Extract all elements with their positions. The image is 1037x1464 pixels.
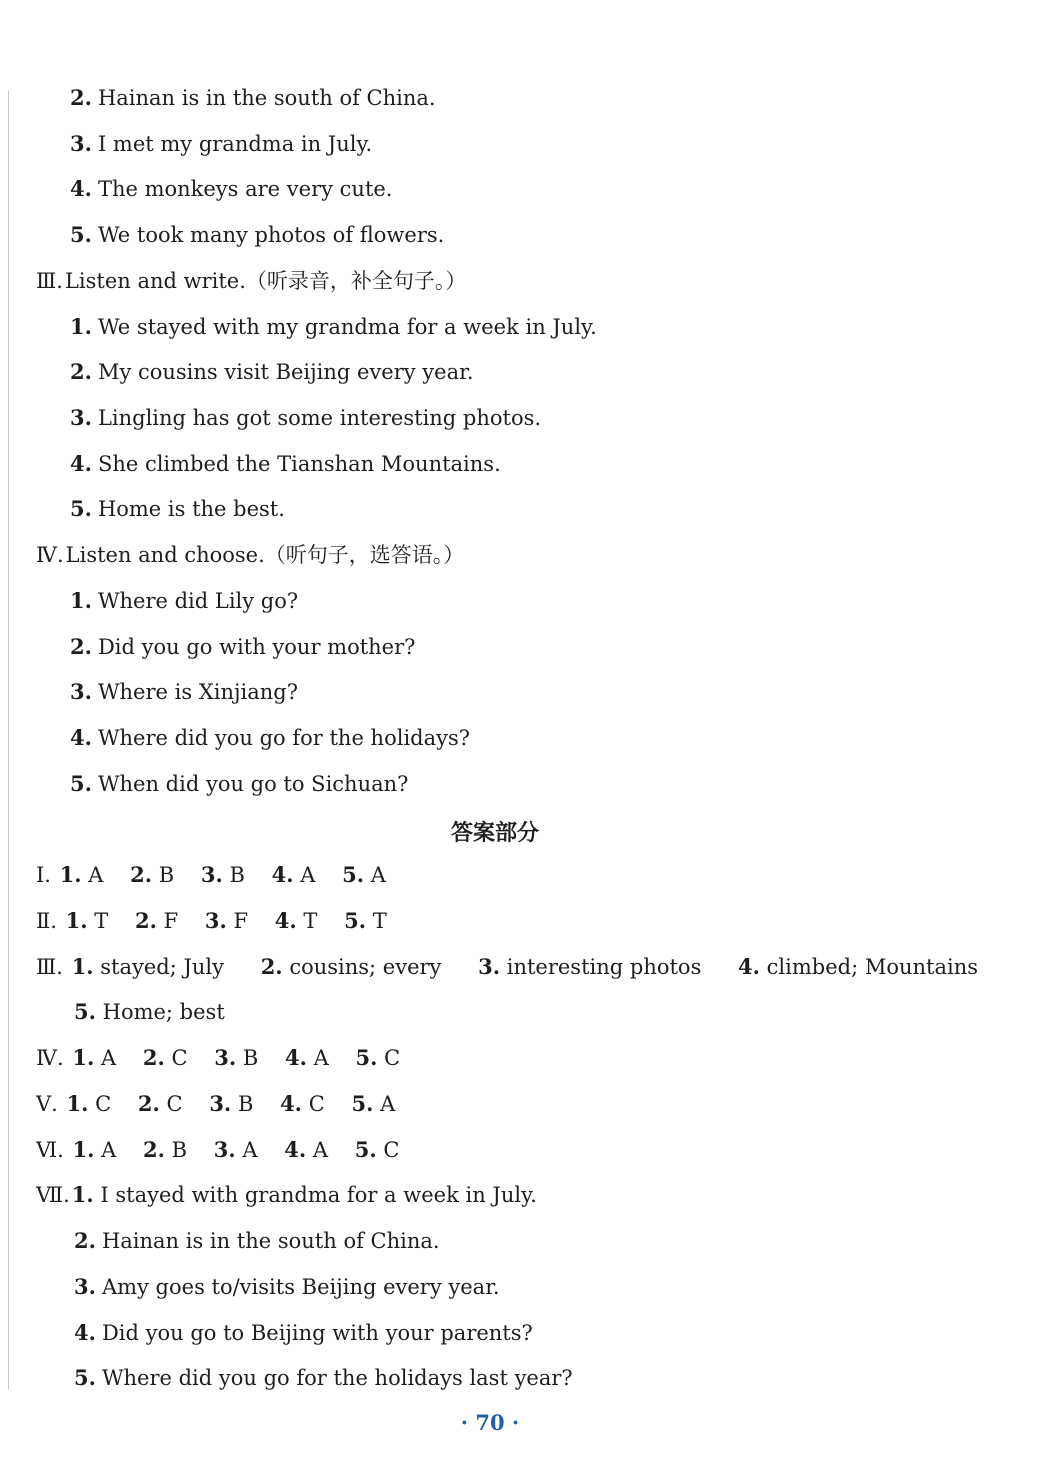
answer-section-title: 答案部分	[450, 821, 539, 846]
answer-pair: 5. C	[355, 1045, 401, 1070]
answer-row-2: Ⅱ. 1. T 2. F 3. F 4. T 5. T	[36, 908, 387, 933]
list-item: 5. We took many photos of flowers.	[70, 222, 445, 247]
answer-pair: 4. A	[284, 1045, 329, 1070]
answer-pair: 1. A	[72, 1045, 117, 1070]
list-item: 5. When did you go to Sichuan?	[70, 771, 409, 796]
answer-pair: 1. A	[59, 862, 104, 887]
answer-pair: 4. A	[284, 1137, 329, 1162]
answer-pair: 4. A	[271, 862, 316, 887]
answer-pair: 3. interesting photos	[478, 954, 702, 979]
section-heading-3: Ⅲ.Listen and write.（听录音，补全句子。）	[36, 269, 467, 293]
list-item: 2. Did you go with your mother?	[70, 634, 416, 659]
answer-pair: 1. C	[66, 1091, 112, 1116]
answer-row-7: Ⅶ.1. I stayed with grandma for a week in July.	[36, 1182, 537, 1207]
list-item: 3. Lingling has got some interesting photos.	[70, 405, 542, 430]
answer-pair: 4. climbed; Mountains	[738, 954, 979, 979]
answer-pair: 5. A	[342, 862, 386, 887]
answer-pair: 2. B	[130, 862, 175, 887]
list-item: 2. Hainan is in the south of China.	[74, 1228, 440, 1253]
page-number: · 70 ·	[460, 1410, 520, 1435]
answer-pair: 3. B	[214, 1045, 259, 1070]
answer-pair: 1. stayed; July	[71, 954, 224, 979]
answer-pair: 3. B	[200, 862, 245, 887]
answer-pair: 3. B	[209, 1091, 254, 1116]
answer-row-1: Ⅰ. 1. A 2. B 3. B 4. A 5. A	[36, 862, 386, 887]
answer-row-3: Ⅲ. 1. stayed; July 2. cousins; every 3. interesting photos 4. climbed; Mountains	[36, 954, 979, 979]
list-item: 4. She climbed the Tianshan Mountains.	[70, 451, 501, 476]
list-item: 4. Did you go to Beijing with your parents?	[74, 1320, 533, 1345]
list-item: 3. I met my grandma in July.	[70, 131, 373, 156]
list-item: 4. The monkeys are very cute.	[70, 176, 393, 201]
answer-pair: 1. T	[65, 908, 109, 933]
answer-pair: 2. cousins; every	[260, 954, 442, 979]
answer-row-6: Ⅵ. 1. A 2. B 3. A 4. A 5. C	[36, 1137, 400, 1162]
answer-pair: 2. B	[142, 1137, 188, 1162]
list-item: 1. We stayed with my grandma for a week in July.	[70, 314, 597, 339]
list-item: 5. Where did you go for the holidays last year?	[74, 1365, 573, 1390]
section-heading-4: Ⅳ.Listen and choose.（听句子，选答语。）	[36, 543, 465, 567]
answer-pair: 3. F	[204, 908, 249, 933]
list-item: 2. Hainan is in the south of China.	[70, 85, 436, 110]
answer-pair: 2. C	[142, 1045, 188, 1070]
list-item: 3. Amy goes to/visits Beijing every year.	[74, 1274, 500, 1299]
answer-pair: 4. T	[274, 908, 318, 933]
answer-pair: 2. F	[134, 908, 179, 933]
answer-pair: 1. A	[72, 1137, 117, 1162]
answer-row-4: Ⅳ. 1. A 2. C 3. B 4. A 5. C	[36, 1045, 401, 1070]
list-item: 5. Home is the best.	[70, 496, 285, 521]
list-item: 1. Where did Lily go?	[70, 588, 299, 613]
answer-pair: 5. C	[354, 1137, 400, 1162]
list-item: 3. Where is Xinjiang?	[70, 679, 298, 704]
list-item: 2. My cousins visit Beijing every year.	[70, 359, 474, 384]
answer-pair: 5. T	[344, 908, 387, 933]
answer-pair: 5. A	[351, 1091, 396, 1116]
answer-pair: 4. C	[280, 1091, 325, 1116]
list-item: 4. Where did you go for the holidays?	[70, 725, 471, 750]
page-margin-line	[8, 90, 9, 1390]
answer-row-3-cont: 5. Home; best	[74, 999, 225, 1024]
answer-row-5: Ⅴ. 1. C 2. C 3. B 4. C 5. A	[36, 1091, 396, 1116]
answer-pair: 2. C	[137, 1091, 183, 1116]
answer-pair: 3. A	[213, 1137, 258, 1162]
